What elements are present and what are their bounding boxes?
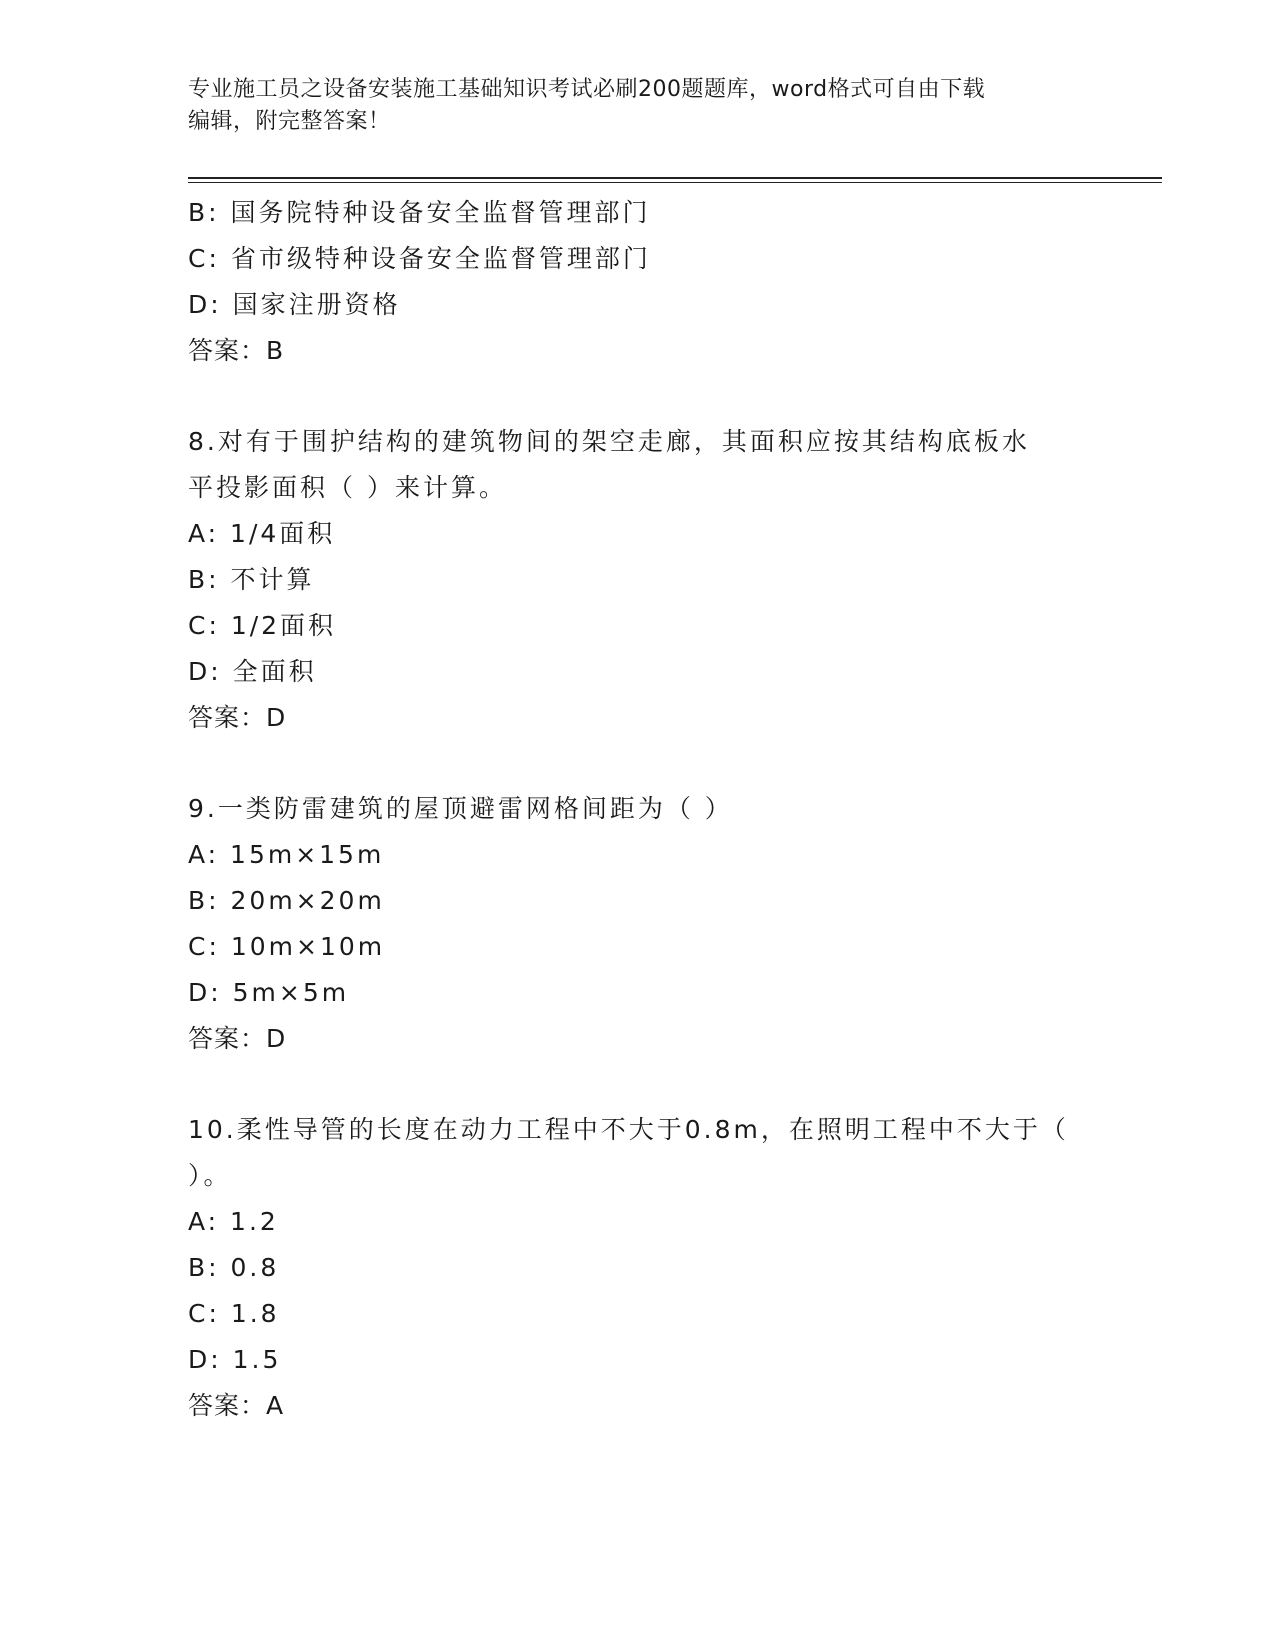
header-title-line-2: 编辑，附完整答案！ (188, 109, 391, 134)
option-a: A: 15m×15m (188, 840, 385, 869)
option-b: B: 20m×20m (188, 886, 385, 915)
answer-label: 答案：D (188, 1024, 287, 1053)
option-c: C: 1.8 (188, 1299, 280, 1328)
option-c: C: 1/2面积 (188, 611, 337, 640)
question-text-line-1: 10.柔性导管的长度在动力工程中不大于0.8m，在照明工程中不大于（ (188, 1115, 1069, 1144)
header-divider-thin (188, 182, 1162, 183)
question-spacer (188, 374, 1088, 419)
question-9 (188, 786, 1088, 1062)
question-text-line-1: 9.一类防雷建筑的屋顶避雷网格间距为（ ） (188, 794, 733, 823)
option-b: B: 国务院特种设备安全监督管理部门 (188, 198, 651, 227)
option-c: C: 省市级特种设备安全监督管理部门 (188, 244, 651, 273)
option-d: D: 国家注册资格 (188, 290, 401, 319)
question-8 (188, 419, 1088, 741)
question-text-line-1: 8.对有于围护结构的建筑物间的架空走廊，其面积应按其结构底板水 (188, 427, 1030, 456)
option-b: B: 不计算 (188, 565, 315, 594)
answer-label: 答案：A (188, 1391, 285, 1420)
question-spacer (188, 741, 1088, 786)
option-c: C: 10m×10m (188, 932, 386, 961)
header-divider-thick (188, 177, 1162, 179)
document-header (188, 74, 1088, 138)
option-b: B: 0.8 (188, 1253, 280, 1282)
answer-label: 答案：D (188, 703, 287, 732)
option-a: A: 1/4面积 (188, 519, 336, 548)
question-7 (188, 190, 1088, 374)
answer-label: 答案：B (188, 336, 285, 365)
option-a: A: 1.2 (188, 1207, 279, 1236)
question-text-line-2: ）。 (188, 1161, 232, 1190)
option-d: D: 1.5 (188, 1345, 282, 1374)
option-d: D: 5m×5m (188, 978, 350, 1007)
question-10 (188, 1107, 1088, 1429)
header-title-line-1: 专业施工员之设备安装施工基础知识考试必刷200题题库，word格式可自由下载 (188, 77, 986, 102)
question-list (188, 190, 1088, 1429)
option-d: D: 全面积 (188, 657, 317, 686)
question-text-line-2: 平投影面积（ ）来计算。 (188, 473, 507, 502)
question-spacer (188, 1062, 1088, 1107)
